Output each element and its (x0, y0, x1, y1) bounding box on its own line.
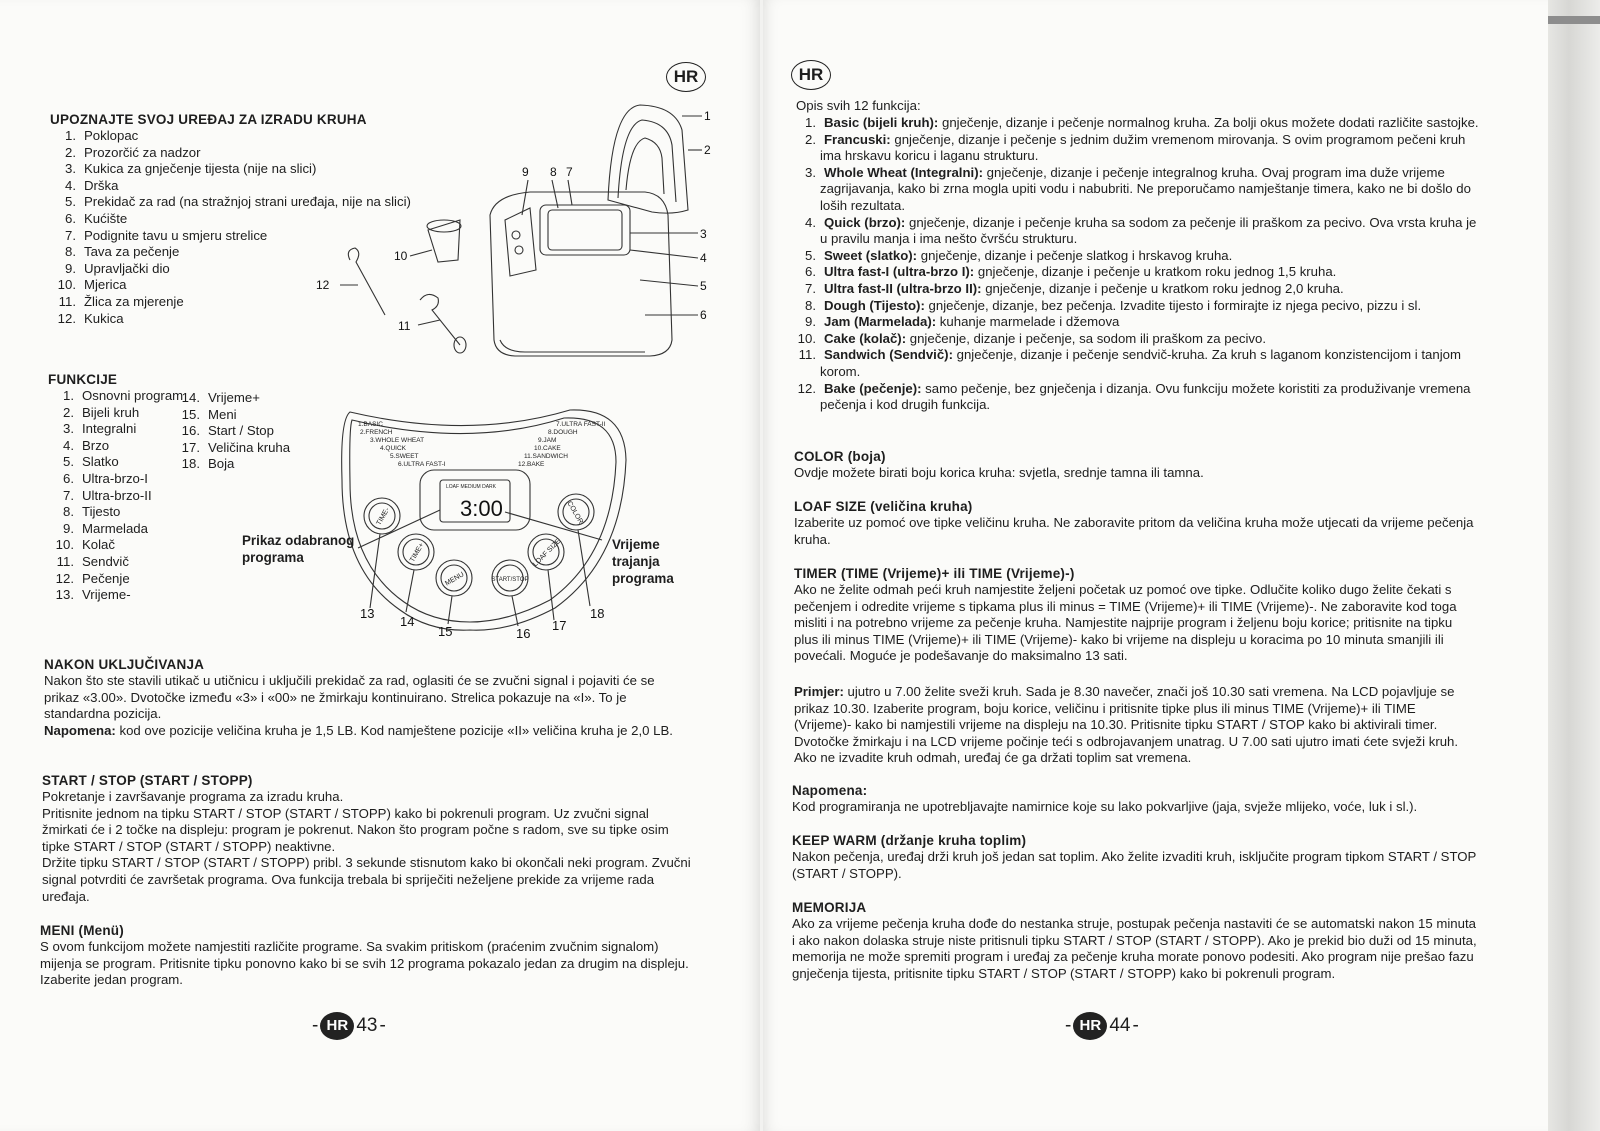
example-section (794, 684, 1474, 767)
item-number: 5. (65, 194, 76, 210)
function-text: gnječenje, dizanje i pečenje, sa sodom ili praškom za pecivo. (906, 330, 1267, 346)
item-number: 10. (57, 277, 76, 293)
item-number: 3. (65, 161, 76, 177)
color-title: COLOR (boja) (794, 449, 886, 464)
function-text: gnječenje, dizanje i pečenje s jednim dužim vremenom mirovanja. S ovim programom pečeni kruh ima hrskavu koricu i laganu strukturu. (820, 131, 1466, 164)
memory-section (792, 900, 1482, 982)
item-text: Veličina kruha (208, 439, 291, 455)
start-stop-p2: Pritisnite jednom na tipku START / STOP (START / STOPP) kako bi pokrenuli program. Uz zvučni signal žmirkati će i 2 točke na displeju: program je pokrenut. Nakon što program počne s radom, sve su tipke osim tipke START / STOP (START / STOPP) neaktivne. (42, 805, 669, 854)
left-page (0, 0, 760, 1131)
function-text: gnječenje, dizanje i pečenje integralnog kruha. Ovaj program ima duže vrijeme zagrijavanja, kako bi zrna mogla upiti vodu i nabubriti. Ne preporučamo namještanje timera, kako ne bi došlo do loših rezultata. (820, 164, 1471, 213)
functions-list-col1 (48, 388, 183, 604)
function-name: Basic (bijeli kruh): (824, 115, 939, 130)
machine-label-5: 5 (700, 279, 707, 293)
function-text: gnječenje, dizanje i pečenje kruha sa sodom za pečenje ili praškom za pecivo. Ova vrsta kruha je u pravilu manja i ima nešto čvršću strukturu. (820, 214, 1477, 247)
item-text: Mjerica (84, 277, 127, 293)
item-text: Žlica za mjerenje (84, 293, 184, 309)
panel-menu-right-3: 9.JAM (538, 437, 557, 444)
panel-label-14: 14 (400, 614, 415, 629)
function-name: Ultra fast-I (ultra-brzo I): (824, 264, 975, 280)
list-item (48, 405, 183, 422)
list-item (48, 421, 183, 438)
machine-label-12: 12 (316, 278, 330, 292)
list-item (48, 504, 183, 521)
function-descriptions (790, 115, 1480, 414)
machine-label-11: 11 (398, 319, 411, 333)
memory-text: Ako za vrijeme pečenja kruha dođe do nestanka struje, postupak pečenja nastaviti će se automatski nakon 15 minuta i ako nakon dolaska struje niste pritisnuli tipku START / STOP (START / STOPP). Ako je prekid bio duži od 15 minuta, memorija ne može spremiti program i uređaj za pečenje kruha morate ponovo podesiti. Ako program nije prešao fazu gnječenja tijesta, pritisnite tipku START / STOP (START / STOPP) kako bi pokrenuli program. (792, 916, 1477, 981)
item-number: 16. (181, 423, 200, 439)
function-name: Bake (pečenje): (824, 380, 922, 396)
color-section (794, 449, 1474, 482)
note-section (792, 783, 1482, 816)
machine-label-4: 4 (700, 251, 707, 265)
list-item (48, 571, 183, 588)
list-item (48, 438, 183, 455)
functions-intro: Opis svih 12 funkcija: (796, 98, 921, 113)
lcd-display: 3:00 (460, 496, 503, 521)
start-stop-p3: Držite tipku START / STOP (START / STOPP) pribl. 3 sekunde stisnutom kako bi okončali neki program. Zvučni signal potvrditi će završetak programa. Ova funkcija trebala bi spriječiti neželjene prekide za vrijeme rada uređaja. (42, 855, 691, 904)
item-text: Osnovni program (82, 388, 184, 403)
function-name: Sweet (slatko): (824, 247, 918, 263)
item-text: Bijeli kruh (82, 404, 140, 420)
item-number: 5. (63, 454, 74, 470)
item-number: 11. (56, 553, 74, 569)
right-page (763, 0, 1548, 1131)
page-number: 43 (356, 1015, 378, 1036)
loaf-size-section (794, 499, 1474, 548)
loaf-size-text: Izaberite uz pomoć ove tipke veličinu kruha. Ne zaboravite pritom da veličina kruha može utjecati da vrijeme pečenja kruha. (794, 515, 1474, 547)
time-plus-button[interactable]: TIME+ (409, 541, 426, 564)
keep-warm-section (792, 833, 1482, 882)
list-item (48, 537, 183, 554)
machine-label-8: 8 (550, 165, 557, 179)
item-number: 7. (65, 227, 76, 243)
item-number: 1. (63, 388, 74, 403)
function-name: Sandwich (Sendvič): (824, 347, 953, 363)
example-text: ujutro u 7.00 želite sveži kruh. Sada je 8.30 navečer, znači još 10.30 sati vremena. Na LCD pojavljuje se prikaz 10.30. Izaberite program, boju korice, veličinu i pritisnite tipke plus ili minus TIME (Vrijeme)+ ili TIME (Vrijeme)- kako bi namjestili vrijeme na displeju na 10.30. Pritisnite tipku START / STOP kako bi aktivirali timer. Dvotočke žmirkaju i na LCD vrijeme počinje teći s odbrojavanjem unatrag. U 7.00 sati ujutro imati ćete svježi kruh. Ako ne izvadite kruh odmah, uređaj će ga držati toplim sat vremena. (794, 684, 1459, 766)
item-text: Kukica (84, 310, 124, 326)
function-name: Jam (Marmelada): (824, 314, 937, 330)
item-text: Drška (84, 177, 119, 193)
item-number: 11. (798, 347, 816, 363)
after-power-on-section (44, 657, 684, 739)
item-number: 9. (65, 260, 76, 276)
item-text: Marmelada (82, 520, 148, 536)
panel-label-13: 13 (360, 606, 375, 621)
item-number: 12. (797, 380, 816, 396)
start-stop-p1: Pokretanje i završavanje programa za izradu kruha. (42, 789, 344, 804)
functions-section (48, 372, 183, 604)
menu-button[interactable]: MENU (444, 571, 466, 588)
panel-label-15: 15 (438, 624, 453, 639)
panel-menu-left-6: 6.ULTRA FAST-I (398, 461, 446, 468)
item-text: Integralni (82, 421, 137, 437)
panel-menu-left-5: 5.SWEET (390, 453, 419, 460)
item-number: 12. (55, 570, 74, 586)
control-panel-diagram (230, 400, 680, 650)
panel-label-16: 16 (516, 626, 531, 641)
function-description (790, 381, 1480, 414)
keep-warm-text: Nakon pečenja, uređaj drži kruh još jedan sat toplim. Ako želite izvaditi kruh, isključite program tipkom START / STOP (START / STOPP). (792, 849, 1477, 881)
item-number: 4. (63, 437, 74, 453)
item-number: 14. (181, 390, 200, 405)
function-name: Cake (kolač): (824, 330, 907, 346)
loaf-size-title: LOAF SIZE (veličina kruha) (794, 499, 973, 514)
item-number: 15. (181, 406, 200, 422)
page-number: 44 (1109, 1015, 1131, 1036)
color-text: Ovdje možete birati boju korica kruha: svjetla, srednje tamna ili tamna. (794, 465, 1204, 480)
function-text: gnječenje, dizanje i pečenje sendvič-kruha. Za kruh s laganom konzistencijom i tanjom korom. (820, 347, 1461, 379)
loaf-size-button[interactable]: LOAF SIZE (531, 537, 563, 569)
function-text: gnječenje, dizanje i pečenje slatkog i hrskavog kruha. (917, 247, 1233, 263)
functions-title: FUNKCIJE (48, 372, 118, 387)
item-text: Sendvič (82, 553, 129, 569)
item-number: 7. (805, 280, 816, 296)
item-number: 17. (181, 439, 200, 455)
machine-label-10: 10 (394, 249, 408, 263)
function-description (790, 331, 1480, 348)
function-text: gnječenje, dizanje i pečenje u kratkom roku jednog 1,5 kruha. (974, 264, 1337, 280)
panel-menu-right-5: 11.SANDWICH (524, 453, 568, 460)
timer-title: TIMER (TIME (Vrijeme)+ ili TIME (Vrijeme)-) (794, 566, 1075, 581)
callout-program-duration: Vrijeme trajanja programa (612, 537, 674, 586)
parts-title: UPOZNAJTE SVOJ UREĐAJ ZA IZRADU KRUHA (50, 112, 367, 127)
start-stop-button[interactable]: START/STOP (491, 577, 529, 583)
panel-menu-left-4: 4.QUICK (380, 445, 407, 452)
item-number: 6. (65, 210, 76, 226)
panel-label-18: 18 (590, 606, 605, 621)
scan-edge (1548, 0, 1600, 1131)
machine-label-1: 1 (704, 109, 711, 123)
start-stop-title: START / STOP (START / STOPP) (42, 773, 253, 788)
machine-label-2: 2 (704, 143, 711, 157)
function-name: Ultra fast-II (ultra-brzo II): (824, 280, 982, 296)
item-number: 11. (58, 293, 76, 309)
example-label: Primjer: (794, 684, 844, 699)
item-text: Kukica za gnječenje tijesta (nije na slici) (84, 161, 317, 177)
item-text: Podignite tavu u smjeru strelice (84, 227, 268, 243)
footer-dash: - (1065, 1015, 1072, 1036)
list-item (48, 454, 183, 471)
item-number: 18. (181, 456, 200, 472)
start-stop-section (42, 773, 692, 905)
list-item (48, 587, 183, 604)
item-text: Slatko (82, 454, 119, 470)
item-text: Tijesto (82, 504, 121, 520)
item-text: Vrijeme- (82, 587, 131, 603)
footer-dash: - (312, 1015, 319, 1036)
item-text: Prekidač za rad (na stražnjoj strani uređaja, nije na slici) (84, 194, 411, 210)
machine-label-3: 3 (700, 227, 707, 241)
item-number: 8. (805, 297, 816, 313)
item-number: 8. (65, 244, 76, 260)
function-description (790, 298, 1480, 315)
timer-section (794, 566, 1474, 665)
item-text: Upravljački dio (84, 260, 170, 276)
timer-text: Ako ne želite odmah peći kruh namjestite željeni početak uz pomoć ove tipke. Odlučite koliko dugo želite čekati s pečenjem i odredite vrijeme s tipkama plus ili minus = TIME (Vrijeme)+ ili TIME (Vrijeme)-. Ne zaboravite kod toga misliti i na potrebno vrijeme za pečenje kruha. Namjestite najprije program i željenu boju korice; pritisnite na tipku plus ili minus TIME (Vrijeme)+ ili TIME (Vrijeme)- kako bi vrijeme na displeju u koracima po 10 minuta smanjili ili povećali. Moguće je podešavanje do maksimalno 13 sati. (794, 582, 1457, 664)
item-number: 3. (63, 421, 74, 437)
item-number: 12. (57, 310, 76, 326)
function-text: kuhanje marmelade i džemova (936, 314, 1120, 330)
item-number: 8. (63, 504, 74, 520)
function-description (790, 264, 1480, 281)
note-label: Napomena: (44, 722, 116, 738)
note-title: Napomena: (792, 783, 868, 798)
function-name: Dough (Tijesto): (824, 297, 925, 313)
item-text: Boja (208, 456, 235, 472)
item-text: Prozorčić za nadzor (84, 144, 201, 160)
panel-menu-left-1: 1.BASIC (358, 421, 383, 428)
function-description (790, 347, 1480, 380)
item-number: 10. (55, 537, 74, 553)
item-number: 2. (805, 131, 816, 147)
machine-label-9: 9 (522, 165, 529, 179)
item-text: Meni (208, 406, 237, 422)
item-number: 1. (65, 128, 76, 143)
panel-menu-right-2: 8.DOUGH (548, 429, 578, 436)
footer-dash: - (379, 1015, 386, 1036)
item-text: Tava za pečenje (84, 244, 180, 260)
item-number: 2. (65, 144, 76, 160)
function-description (790, 165, 1480, 215)
item-text: Vrijeme+ (208, 390, 260, 405)
panel-menu-left-2: 2.FRENCH (360, 429, 393, 436)
machine-label-7: 7 (566, 165, 573, 179)
keep-warm-title: KEEP WARM (držanje kruha toplim) (792, 833, 1027, 848)
panel-menu-left-3: 3.WHOLE WHEAT (370, 437, 425, 444)
panel-menu-right-4: 10.CAKE (534, 445, 561, 452)
list-item (48, 488, 183, 505)
function-description (790, 281, 1480, 298)
after-power-on-text: Nakon što ste stavili utikač u utičnicu i uključili prekidač za rad, oglasiti će se zvučni signal i pojaviti će se prikaz «3.00». Dvotočke između «3» i «00» ne žmirkaju kontinuirano. Strelica pokazuje na «I». To je standardna pozicija. (44, 673, 655, 722)
item-text: Poklopac (84, 128, 139, 143)
item-number: 6. (805, 264, 816, 280)
function-text: gnječenje, dizanje, bez pečenja. Izvadite tijesto i formirajte iz njega pecivo, pizzu i sl. (924, 297, 1422, 313)
lcd-top-labels: LOAF MEDIUM DARK (446, 484, 497, 490)
item-number: 9. (805, 314, 816, 330)
callout-selected-program: Prikaz odabranog programa (242, 533, 355, 565)
item-number: 9. (63, 520, 74, 536)
function-text: gnječenje, dizanje i pečenje u kratkom roku jednog 2,0 kruha. (981, 280, 1344, 296)
color-button[interactable]: COLOR (565, 500, 584, 526)
panel-label-17: 17 (552, 618, 567, 633)
menu-title: MENI (Menü) (40, 923, 124, 938)
list-item (48, 521, 183, 538)
list-item (48, 554, 183, 571)
item-number: 1. (805, 115, 816, 130)
function-description (790, 248, 1480, 265)
list-item (48, 471, 183, 488)
item-number: 10. (797, 330, 816, 346)
hr-language-badge: HR (791, 60, 831, 90)
function-name: Whole Wheat (Integralni): (824, 164, 983, 180)
item-text: Kolač (82, 537, 115, 553)
function-description (790, 215, 1480, 248)
item-number: 13. (55, 587, 74, 603)
time-minus-button[interactable]: TIME- (375, 506, 392, 527)
function-description (790, 132, 1480, 165)
function-name: Quick (brzo): (824, 214, 906, 230)
panel-menu-right-6: 12.BAKE (518, 461, 545, 468)
footer-dash: - (1132, 1015, 1139, 1036)
function-text: gnječenje, dizanje i pečenje normalnog kruha. Za bolji okus možete dodati različite sastojke. (938, 115, 1479, 130)
note-text: kod ove pozicije veličina kruha je 1,5 LB. Kod namještene pozicije «II» veličina kruha je 2,0 LB. (115, 722, 673, 738)
item-number: 4. (65, 177, 76, 193)
after-power-on-title: NAKON UKLJUČIVANJA (44, 657, 205, 672)
function-name: Francuski: (824, 131, 891, 147)
item-number: 6. (63, 470, 74, 486)
note-text: Kod programiranja ne upotrebljavajte namirnice koje su lako pokvarljive (jaja, svježe mlijeko, voće, luk i sl.). (792, 799, 1418, 814)
page-footer-44 (1065, 1012, 1139, 1040)
item-number: 5. (805, 247, 816, 263)
function-description (790, 115, 1480, 132)
item-text: Ultra-brzo-II (82, 487, 152, 503)
item-text: Start / Stop (208, 423, 274, 439)
memory-title: MEMORIJA (792, 900, 867, 915)
function-description (790, 314, 1480, 331)
footer-hr-badge: HR (1073, 1012, 1107, 1040)
panel-menu-right-1: 7.ULTRA FAST-II (556, 421, 606, 428)
list-item (48, 388, 183, 405)
machine-label-6: 6 (700, 308, 707, 322)
function-text: samo pečenje, bez gnječenja i dizanja. Ovu funkciju možete koristiti za produživanje vremena pečenja i kod drugih funkcija. (820, 380, 1471, 413)
item-number: 7. (63, 487, 74, 503)
menu-text: S ovom funkcijom možete namjestiti različite programe. Sa svakim pritiskom (praćenim zvučnim signalom) mijenja se program. Pritisnite tipku ponovno kako bi se svih 12 programa pokazalo jedan za drugim na displeju. Izaberite jedan program. (40, 939, 689, 988)
item-text: Ultra-brzo-I (82, 470, 148, 486)
page-footer-43 (312, 1012, 386, 1040)
item-number: 3. (805, 164, 816, 180)
item-number: 2. (63, 404, 74, 420)
footer-hr-badge: HR (320, 1012, 354, 1040)
item-text: Brzo (82, 437, 110, 453)
item-text: Pečenje (82, 570, 130, 586)
item-text: Kućište (84, 210, 128, 226)
hr-language-badge: HR (666, 62, 706, 92)
menu-section (40, 923, 690, 989)
item-number: 4. (805, 214, 816, 230)
bread-machine-diagram (300, 90, 720, 370)
